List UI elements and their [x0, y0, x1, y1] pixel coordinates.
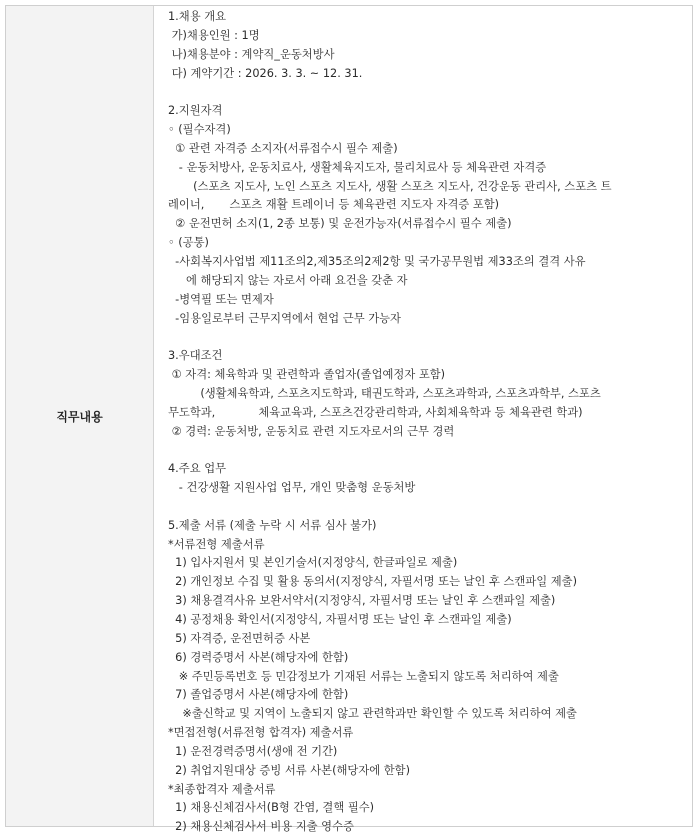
content-line: 1.채용 개요	[168, 10, 227, 23]
content-line: ① 자격: 체육학과 및 관련학과 졸업자(졸업예정자 포함)	[168, 368, 446, 382]
content-line: 2) 취업지원대상 증빙 서류 사본(해당자에 한함)	[168, 763, 410, 777]
content-line: ① 관련 자격증 소지자(서류접수시 필수 제출)	[168, 141, 398, 155]
content-line: 1) 입사지원서 및 본인기술서(지정양식, 한글파일로 제출)	[168, 556, 458, 570]
content-line: 에 해당되지 않는 자로서 아래 요건을 갖춘 자	[168, 273, 408, 287]
blank-line	[168, 328, 692, 347]
blank-line	[168, 83, 692, 102]
content-line: ② 운전면허 소지(1, 2종 보통) 및 운전가능자(서류접수시 필수 제출)	[168, 217, 512, 231]
content-line: 7) 졸업증명서 사본(해당자에 한함)	[168, 688, 349, 702]
content-line: ※출신학교 및 지역이 노출되지 않고 관련학과만 확인할 수 있도록 처리하여 제출	[168, 707, 577, 721]
content-line: ※ 주민등록번호 등 민감정보가 기재된 서류는 노출되지 않도록 처리하여 제출	[168, 669, 559, 683]
content-line: -병역필 또는 면제자	[168, 292, 274, 306]
content-line: 1) 채용신체검사서(B형 간염, 결핵 필수)	[168, 801, 375, 815]
content-line: 다) 계약기간 : 2026. 3. 3. ~ 12. 31.	[168, 66, 363, 80]
content-line: (생활체육학과, 스포츠지도학과, 태권도학과, 스포츠과학과, 스포츠과학부, 스포츠	[168, 386, 601, 400]
job-content-body	[154, 6, 692, 834]
content-line: - 건강생활 지원사업 업무, 개인 맞춤형 운동처방	[168, 481, 416, 495]
content-line: 4) 공정채용 확인서(지정양식, 자필서명 또는 날인 후 스캔파일 제출)	[168, 613, 512, 626]
content-line: - 운동처방사, 운동치료사, 생활체육지도자, 물리치료사 등 체육관련 자격증	[168, 160, 547, 174]
content-line: *면접전형(서류전형 합격자) 제출서류	[168, 726, 354, 740]
blank-line	[168, 441, 692, 460]
content-line: 5.제출 서류 (제출 누락 시 서류 심사 불가)	[168, 518, 377, 532]
content-line: 1) 운전경력증명서(생애 전 기간)	[168, 744, 338, 758]
content-line: 2.지원자격	[168, 104, 223, 118]
content-line: -임용일로부터 근무지역에서 현업 근무 가능자	[168, 311, 401, 325]
job-description-table	[5, 5, 693, 834]
content-line: 2) 개인정보 수집 및 활용 동의서(지정양식, 자필서명 또는 날인 후 스캔파일 제출)	[168, 575, 577, 589]
content-line: ◦ (필수자격)	[168, 123, 231, 137]
content-line: 5) 자격증, 운전면허증 사본	[168, 631, 311, 645]
content-line: 레이너, 스포츠 재활 트레이너 등 체육관련 지도자 자격증 포함)	[168, 198, 500, 212]
content-line: ② 경력: 운동처방, 운동치료 관련 지도자로서의 근무 경력	[168, 424, 455, 438]
content-line: 무도학과, 체육교육과, 스포츠건강관리학과, 사회체육학과 등 체육관련 학과)	[168, 405, 583, 419]
content-line: (스포츠 지도사, 노인 스포츠 지도사, 생활 스포츠 지도사, 건강운동 관리사, 스포츠 트	[168, 179, 612, 193]
content-line: 가)채용인원 : 1명	[168, 28, 260, 42]
content-line: *서류전형 제출서류	[168, 537, 265, 551]
blank-line	[168, 498, 692, 517]
content-line: 나)채용분야 : 계약직_운동처방사	[168, 47, 335, 61]
content-line: 4.주요 업무	[168, 462, 227, 476]
content-line: *최종합격자 제출서류	[168, 782, 276, 796]
content-line: 2) 채용신체검사서 비용 지출 영수증	[168, 820, 354, 834]
job-content-label: 직무내용	[6, 6, 154, 826]
content-line: 6) 경력증명서 사본(해당자에 한함)	[168, 650, 349, 664]
content-line: -사회복지사업법 제11조의2,제35조의2제2항 및 국가공무원법 제33조의 결격 사유	[168, 254, 586, 268]
content-line: ◦ (공통)	[168, 236, 209, 250]
content-line: 3) 채용결격사유 보완서약서(지정양식, 자필서명 또는 날인 후 스캔파일 제출)	[168, 594, 556, 608]
content-line: 3.우대조건	[168, 349, 223, 363]
